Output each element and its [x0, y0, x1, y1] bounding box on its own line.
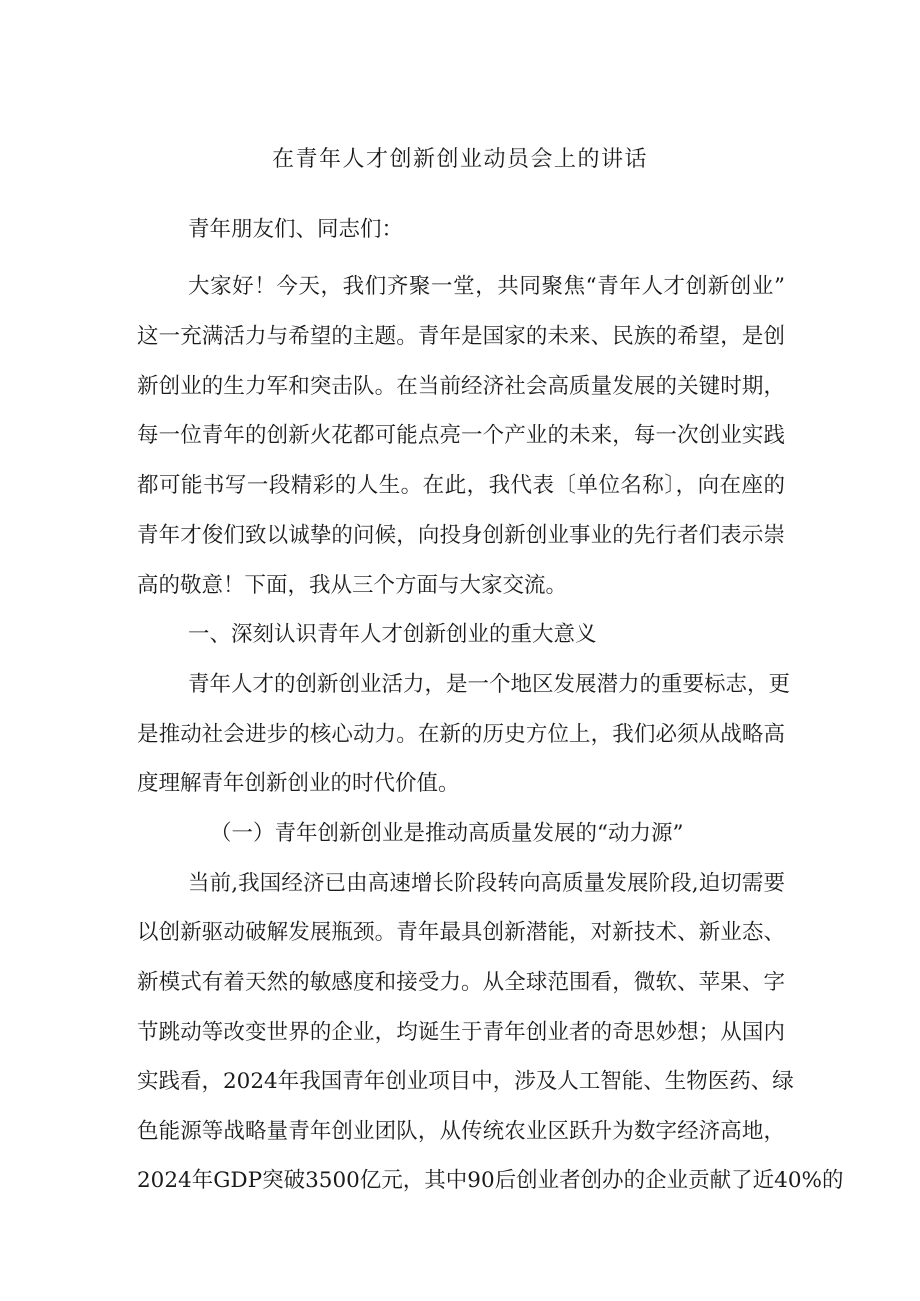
- paragraph-line: 当前,我国经济已由高速增长阶段转向高质量发展阶段,迫切需要: [188, 871, 785, 896]
- document-title: 在青年人才创新创业动员会上的讲话: [271, 147, 648, 172]
- paragraph-line: 青年才俊们致以诚挚的问候，向投身创新创业事业的先行者们表示崇: [137, 523, 785, 548]
- paragraph-line: 这一充满活力与希望的主题。青年是国家的未来、民族的希望，是创: [137, 324, 785, 349]
- paragraph-line: 新创业的生力军和突击队。在当前经济社会高质量发展的关键时期，: [137, 374, 785, 399]
- paragraph-line: 青年人才的创新创业活力，是一个地区发展潜力的重要标志，更: [188, 672, 791, 697]
- paragraph-line: 实践看，2024年我国青年创业项目中，涉及人工智能、生物医药、绿: [137, 1069, 794, 1094]
- greeting: 青年朋友们、同志们：: [188, 217, 404, 242]
- paragraph-line: 高的敬意！下面，我从三个方面与大家交流。: [137, 573, 568, 598]
- paragraph-line: 度理解青年创新创业的时代价值。: [137, 771, 460, 796]
- paragraph-line: 色能源等战略量青年创业团队，从传统农业区跃升为数字经济高地，: [137, 1119, 785, 1144]
- paragraph-line: 新模式有着天然的敏感度和接受力。从全球范围看，微软、苹果、字: [137, 970, 785, 995]
- paragraph-line: 每一位青年的创新火花都可能点亮一个产业的未来，每一次创业实践: [137, 423, 785, 448]
- section-heading: 一、深刻认识青年人才创新创业的重大意义: [188, 622, 597, 647]
- subsection-heading: （一）青年创新创业是推动高质量发展的“动力源”: [210, 821, 684, 846]
- paragraph-line: 都可能书写一段精彩的人生。在此，我代表〔单位名称〕，向在座的: [137, 473, 785, 498]
- paragraph-line: 大家好！今天，我们齐聚一堂，共同聚焦“青年人才创新创业”: [188, 274, 785, 299]
- paragraph-line: 2024年GDP突破3500亿元，其中90后创业者创办的企业贡献了近40%的: [137, 1168, 844, 1193]
- paragraph-line: 以创新驱动破解发展瓶颈。青年最具创新潜能，对新技术、新业态、: [137, 920, 785, 945]
- paragraph-line: 是推动社会进步的核心动力。在新的历史方位上，我们必须从战略高: [137, 722, 785, 747]
- paragraph-line: 节跳动等改变世界的企业，均诞生于青年创业者的奇思妙想；从国内: [137, 1020, 785, 1045]
